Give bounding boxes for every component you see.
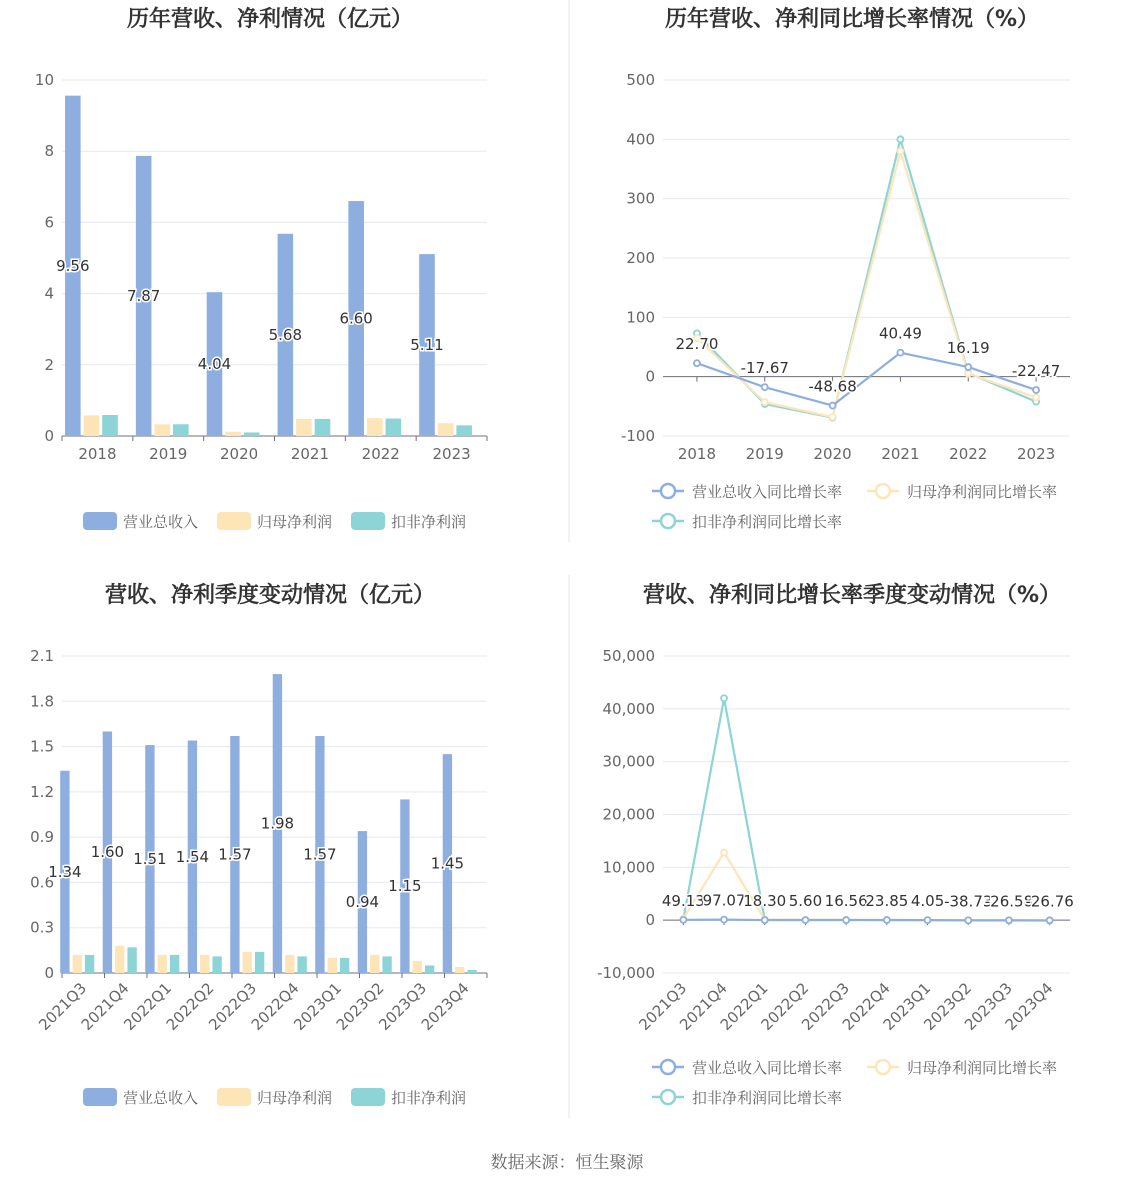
x-tick-label: 2021Q4 xyxy=(676,979,731,1034)
data-point-1 xyxy=(830,414,836,420)
y-tick-label: 2 xyxy=(44,355,54,374)
legend-marker xyxy=(661,1090,675,1104)
point-value-label: -22.47 xyxy=(1011,361,1061,380)
bar-1-2022Q1 xyxy=(158,955,167,973)
chart-title: 历年营收、净利同比增长率情况（%） xyxy=(664,7,1040,32)
bar-1-2022Q2 xyxy=(200,955,209,973)
legend-label: 归母净利润 xyxy=(257,1089,333,1107)
bar-value-label: 1.54 xyxy=(175,847,210,866)
legend-label: 营业总收入 xyxy=(123,513,199,531)
chart-title: 历年营收、净利情况（亿元） xyxy=(126,7,414,32)
legend-marker xyxy=(876,484,890,498)
data-point-0 xyxy=(830,403,836,409)
point-value-label: 40.49 xyxy=(878,324,922,343)
bar-value-label: 1.51 xyxy=(133,850,167,869)
legend-swatch xyxy=(83,512,117,530)
data-point-1 xyxy=(721,850,727,856)
x-tick-label: 2023Q4 xyxy=(1001,979,1057,1034)
x-tick-label: 2023 xyxy=(1016,445,1056,463)
legend-marker xyxy=(661,514,675,528)
data-point-0 xyxy=(802,917,808,923)
bar-1-2022Q3 xyxy=(243,952,252,973)
bar-2-2021Q4 xyxy=(127,947,136,973)
data-point-0 xyxy=(1047,917,1053,923)
x-tick-label: 2023 xyxy=(432,445,471,463)
data-point-0 xyxy=(1033,387,1039,393)
point-value-label: 16.19 xyxy=(946,339,990,358)
data-point-0 xyxy=(884,917,890,923)
x-tick-label: 2023Q3 xyxy=(960,979,1016,1034)
data-point-0 xyxy=(1006,917,1012,923)
bar-2-2023Q1 xyxy=(340,958,349,973)
bar-2-2023Q4 xyxy=(467,970,476,973)
legend-swatch xyxy=(217,1088,251,1106)
y-tick-label: 300 xyxy=(626,189,655,208)
data-point-1 xyxy=(762,399,768,405)
series-line-0 xyxy=(683,920,1049,921)
y-tick-label: 8 xyxy=(44,142,54,161)
y-tick-label: 20,000 xyxy=(602,805,655,824)
x-tick-label: 2022 xyxy=(361,445,400,463)
data-point-1 xyxy=(897,148,903,154)
point-value-label: -26.76 xyxy=(1025,892,1074,911)
data-source-note: 数据来源：恒生聚源 xyxy=(490,1153,644,1173)
point-value-label: -48.68 xyxy=(808,377,857,396)
y-tick-label: 400 xyxy=(626,130,655,149)
annual-growth-rate-chart xyxy=(621,6,1070,531)
bar-1-2023 xyxy=(438,423,454,436)
annual-revenue-profit-chart xyxy=(35,6,487,531)
x-tick-label: 2021 xyxy=(290,445,330,463)
legend-swatch xyxy=(351,1088,385,1106)
data-point-2 xyxy=(721,695,727,701)
bar-1-2021Q4 xyxy=(115,946,124,973)
y-tick-label: 0.6 xyxy=(30,873,54,892)
x-tick-label: 2022 xyxy=(949,445,988,463)
y-tick-label: -10,000 xyxy=(597,964,655,982)
x-tick-label: 2020 xyxy=(219,445,259,463)
y-tick-label: 10,000 xyxy=(602,858,655,877)
bar-value-label: 1.57 xyxy=(218,845,252,864)
x-tick-label: 2023Q2 xyxy=(920,979,976,1034)
legend-swatch xyxy=(217,512,251,530)
y-tick-label: 4 xyxy=(44,284,54,303)
legend-label: 扣非净利润同比增长率 xyxy=(692,513,843,531)
x-tick-label: 2023Q1 xyxy=(879,979,935,1034)
legend-label: 扣非净利润 xyxy=(391,513,467,531)
chart-title: 营收、净利季度变动情况（亿元） xyxy=(104,583,436,608)
bar-1-2023Q1 xyxy=(328,958,337,973)
bar-value-label: 9.56 xyxy=(56,256,90,275)
bar-value-label: 1.57 xyxy=(303,845,337,864)
x-tick-label: 2022Q4 xyxy=(838,979,894,1034)
legend-label: 扣非净利润同比增长率 xyxy=(692,1089,843,1107)
data-point-0 xyxy=(897,350,903,356)
bar-value-label: 4.04 xyxy=(197,355,232,374)
bar-value-label: 1.60 xyxy=(90,843,125,862)
x-tick-label: 2018 xyxy=(78,445,117,463)
x-tick-label: 2019 xyxy=(745,445,784,463)
y-tick-label: 10 xyxy=(34,71,54,89)
bar-1-2023Q4 xyxy=(455,967,464,973)
legend-label: 归母净利润同比增长率 xyxy=(907,1059,1058,1077)
quarterly-growth-rate-chart xyxy=(597,582,1074,1107)
bar-2-2023 xyxy=(456,425,472,436)
point-value-label: 49.13 xyxy=(661,891,705,910)
bar-value-label: 1.98 xyxy=(260,814,295,833)
bar-2-2019 xyxy=(173,424,189,436)
bar-1-2021Q3 xyxy=(73,955,82,973)
y-tick-label: 0.3 xyxy=(30,918,54,937)
point-value-label: 22.70 xyxy=(675,335,719,354)
bar-value-label: 0.94 xyxy=(345,893,380,912)
y-tick-label: 0 xyxy=(44,964,54,982)
bar-2-2023Q2 xyxy=(382,956,391,973)
x-tick-label: 2022Q1 xyxy=(120,979,176,1034)
y-tick-label: 100 xyxy=(626,308,655,327)
legend-label: 营业总收入同比增长率 xyxy=(692,483,843,501)
y-tick-label: 0.9 xyxy=(30,828,54,847)
y-tick-label: -100 xyxy=(620,427,655,445)
bar-1-2022 xyxy=(367,418,383,436)
y-tick-label: 200 xyxy=(626,249,655,267)
data-point-1 xyxy=(965,371,971,377)
y-tick-label: 0 xyxy=(645,367,655,386)
x-tick-label: 2022Q2 xyxy=(162,979,218,1034)
y-tick-label: 500 xyxy=(626,71,655,89)
bar-2-2022Q1 xyxy=(170,955,179,973)
bar-2-2021Q3 xyxy=(85,955,94,973)
bar-2-2022 xyxy=(386,419,402,436)
bar-1-2020 xyxy=(225,432,241,436)
data-point-2 xyxy=(897,136,903,142)
data-point-0 xyxy=(925,917,931,923)
legend-label: 归母净利润 xyxy=(257,513,333,531)
bar-2-2022Q4 xyxy=(297,956,306,973)
bar-2-2022Q2 xyxy=(212,956,221,973)
data-point-1 xyxy=(1033,394,1039,400)
series-line-2 xyxy=(683,698,1049,920)
x-tick-label: 2022Q3 xyxy=(205,979,261,1034)
legend-marker xyxy=(876,1060,890,1074)
x-tick-label: 2021Q4 xyxy=(77,979,133,1034)
y-tick-label: 40,000 xyxy=(602,699,655,718)
bar-2-2022Q3 xyxy=(255,952,264,973)
bar-value-label: 5.11 xyxy=(410,336,444,355)
x-tick-label: 2019 xyxy=(149,445,188,463)
bar-2-2020 xyxy=(244,432,260,436)
x-tick-label: 2021Q3 xyxy=(35,979,91,1034)
y-tick-label: 1.2 xyxy=(30,782,54,801)
chart-title: 营收、净利同比增长率季度变动情况（%） xyxy=(642,583,1062,608)
point-value-label: 18.30 xyxy=(743,892,787,911)
bar-2-2021 xyxy=(315,419,331,436)
bar-2-2018 xyxy=(102,415,118,436)
point-value-label: -17.67 xyxy=(740,359,789,378)
point-value-label: 23.85 xyxy=(865,892,909,911)
y-tick-label: 0 xyxy=(44,427,54,445)
legend-swatch xyxy=(351,512,385,530)
point-value-label: 5.60 xyxy=(788,892,823,911)
bar-1-2023Q2 xyxy=(370,955,379,973)
bar-value-label: 1.45 xyxy=(430,854,465,873)
legend-swatch xyxy=(83,1088,117,1106)
point-value-label: 16.56 xyxy=(824,892,868,911)
x-tick-label: 2021 xyxy=(881,445,920,463)
y-tick-label: 2.1 xyxy=(30,647,54,665)
x-tick-label: 2022Q1 xyxy=(716,979,772,1034)
x-tick-label: 2023Q1 xyxy=(290,979,346,1034)
bar-1-2019 xyxy=(154,424,170,436)
bar-value-label: 1.34 xyxy=(48,862,82,881)
bar-2-2023Q3 xyxy=(425,965,434,973)
bar-1-2021 xyxy=(296,419,312,436)
legend-marker xyxy=(661,1060,675,1074)
y-tick-label: 6 xyxy=(44,213,54,232)
legend-label: 归母净利润同比增长率 xyxy=(907,483,1058,501)
x-tick-label: 2023Q4 xyxy=(417,979,473,1034)
x-tick-label: 2018 xyxy=(677,445,717,463)
series-line-1 xyxy=(683,853,1049,921)
x-tick-label: 2023Q3 xyxy=(375,979,431,1034)
data-point-0 xyxy=(680,917,686,923)
quarterly-revenue-profit-chart xyxy=(30,582,487,1107)
legend-label: 扣非净利润 xyxy=(391,1089,467,1107)
data-point-0 xyxy=(721,917,727,923)
x-tick-label: 2022Q3 xyxy=(798,979,853,1034)
y-tick-label: 1.5 xyxy=(30,737,54,756)
bar-value-label: 7.87 xyxy=(126,286,161,305)
x-tick-label: 2021Q3 xyxy=(635,979,691,1034)
point-value-label: 97.07 xyxy=(702,891,746,910)
legend-label: 营业总收入 xyxy=(123,1089,199,1107)
y-tick-label: 50,000 xyxy=(602,647,655,665)
bar-1-2022Q4 xyxy=(285,955,294,973)
bar-value-label: 5.68 xyxy=(268,325,303,344)
data-point-0 xyxy=(694,360,700,366)
y-tick-label: 0 xyxy=(645,911,655,930)
y-tick-label: 1.8 xyxy=(30,692,54,711)
x-tick-label: 2020 xyxy=(813,445,852,463)
x-tick-label: 2022Q2 xyxy=(757,979,813,1034)
data-point-0 xyxy=(965,917,971,923)
legend-marker xyxy=(661,484,675,498)
data-point-0 xyxy=(843,917,849,923)
data-point-0 xyxy=(965,364,971,370)
bar-value-label: 6.60 xyxy=(339,309,373,328)
point-value-label: -26.58 xyxy=(984,892,1034,911)
legend-label: 营业总收入同比增长率 xyxy=(692,1059,843,1077)
bar-1-2023Q3 xyxy=(413,961,422,973)
x-tick-label: 2023Q2 xyxy=(332,979,388,1034)
bar-value-label: 1.15 xyxy=(388,877,422,896)
data-point-0 xyxy=(762,384,768,390)
x-tick-label: 2022Q4 xyxy=(247,979,303,1034)
point-value-label: 4.05 xyxy=(910,892,945,911)
bar-1-2018 xyxy=(84,415,100,436)
y-tick-label: 30,000 xyxy=(602,752,655,771)
data-point-0 xyxy=(762,917,768,923)
point-value-label: -38.73 xyxy=(944,892,993,911)
